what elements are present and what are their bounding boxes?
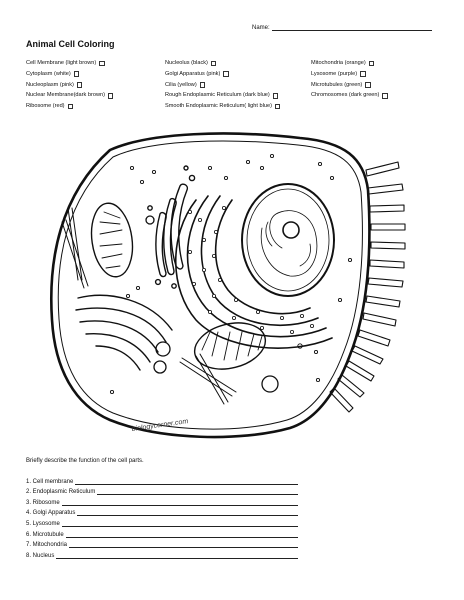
instructions: Briefly describe the function of the cell parts.	[26, 458, 144, 464]
legend-item: Ribosome (red)	[26, 101, 113, 112]
legend-item: Microtubules (green)	[311, 80, 388, 91]
legend-item: Smooth Endoplasmic Reticulum( light blue)	[165, 101, 280, 112]
cell-membrane	[51, 134, 369, 437]
answer-line[interactable]	[69, 542, 298, 548]
name-label: Name:	[252, 25, 270, 31]
answer-line[interactable]	[66, 532, 298, 538]
answer-line[interactable]	[62, 521, 298, 527]
legend-item: Rough Endoplasmic Reticulum (dark blue)	[165, 90, 280, 101]
question-item: 7. Mitochondria	[26, 538, 298, 549]
answer-line[interactable]	[97, 489, 298, 495]
question-item: 8. Nucleus	[26, 548, 298, 559]
legend-item: Chromosomes (dark green)	[311, 90, 388, 101]
question-item: 2. Endoplasmic Reticulum	[26, 485, 298, 496]
ribosomes	[188, 206, 313, 333]
nucleolus	[283, 222, 299, 238]
page-title: Animal Cell Coloring	[26, 39, 115, 49]
legend-item: Nucleoplasm (pink)	[26, 80, 113, 91]
lysosomes	[146, 216, 278, 392]
question-item: 4. Golgi Apparatus	[26, 506, 298, 517]
golgi-apparatus	[148, 166, 195, 288]
answer-line[interactable]	[56, 553, 298, 559]
watermark: biologycorner.com	[131, 418, 189, 433]
legend-item: Lysosome (purple)	[311, 69, 388, 80]
legend-item: Cytoplasm (white)	[26, 69, 113, 80]
legend-item: Nucleolus (black)	[165, 58, 280, 69]
nucleus	[242, 184, 334, 296]
question-item: 5. Lysosome	[26, 516, 298, 527]
legend-item: Nuclear Membrane(dark brown)	[26, 90, 113, 101]
question-item: 3. Ribosome	[26, 495, 298, 506]
answer-line[interactable]	[62, 500, 298, 506]
question-list	[26, 474, 298, 559]
legend-item: Cilia (yellow)	[165, 80, 280, 91]
legend-item: Mitochondria (orange)	[311, 58, 388, 69]
answer-line[interactable]	[75, 479, 298, 485]
microtubules	[62, 208, 236, 404]
answer-line[interactable]	[77, 510, 298, 516]
legend-item: Golgi Apparatus (pink)	[165, 69, 280, 80]
question-item: 6. Microtubule	[26, 527, 298, 538]
question-item: 1. Cell membrane	[26, 474, 298, 485]
legend-item: Cell Membrane (light brown)	[26, 58, 113, 69]
smooth-er	[76, 295, 172, 370]
